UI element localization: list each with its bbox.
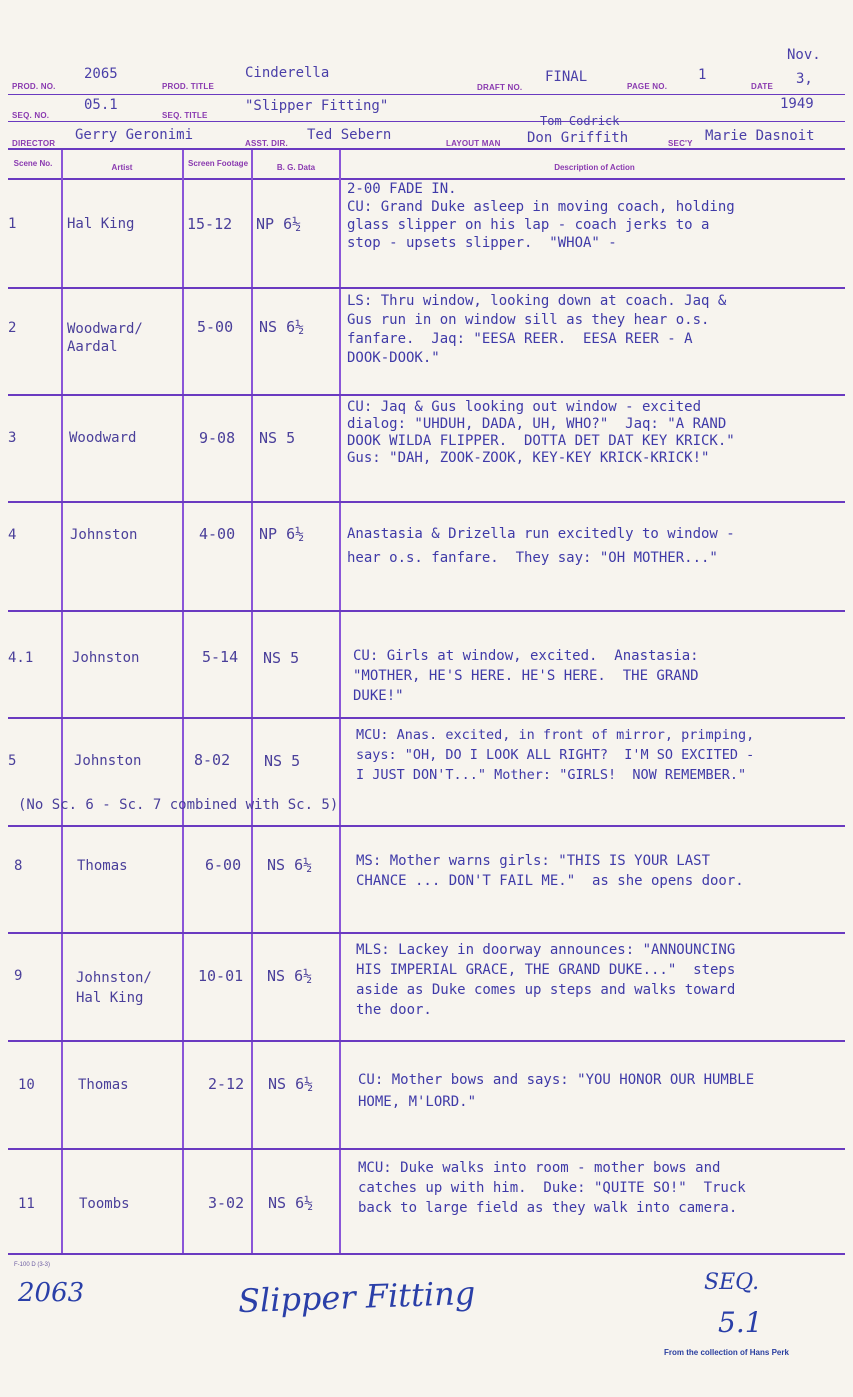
artist-name: Thomas — [78, 1077, 129, 1093]
action-description: CU: Girls at window, excited. Anastasia: "MOTHER, HE'S HERE. HE'S HERE. THE GRAND DUKE!" — [353, 648, 699, 704]
scene-number: 3 — [8, 430, 17, 446]
layout-man-value: Don Griffith — [527, 130, 629, 146]
date-year: 1949 — [780, 96, 814, 112]
date-day: 3, — [796, 71, 813, 87]
director-value: Gerry Geronimi — [75, 127, 194, 143]
asst-dir-label: ASST. DIR. — [245, 139, 288, 148]
date-label: DATE — [751, 82, 773, 91]
collection-credit: From the collection of Hans Perk — [664, 1348, 789, 1357]
bg-data: NP 6½ — [256, 215, 302, 233]
action-description: MLS: Lackey in doorway announces: "ANNOUNCING HIS IMPERIAL GRACE, THE GRAND DUKE..." steps aside as Duke comes up steps and walks toward the door. — [356, 942, 736, 1018]
action-description: CU: Mother bows and says: "YOU HONOR OUR HUMBLE HOME, M'LORD." — [358, 1072, 755, 1110]
row-separator — [8, 932, 845, 934]
date-month: Nov. — [787, 47, 821, 63]
bg-data: NS 5 — [263, 649, 300, 667]
bg-data: NS 6½ — [267, 967, 313, 985]
header-rule-2 — [8, 121, 845, 122]
screen-footage: 9-08 — [199, 429, 236, 447]
column-divider-2 — [182, 150, 184, 1255]
artist-name: Woodward/ Aardal — [67, 321, 143, 355]
form-number: F-100 D (3-3) — [14, 1262, 51, 1268]
row-separator — [8, 1040, 845, 1042]
screen-footage: 3-02 — [208, 1194, 245, 1212]
col-footage-header: Screen Footage — [188, 159, 249, 168]
action-description: MS: Mother warns girls: "THIS IS YOUR LAST CHANCE ... DON'T FAIL ME." as she opens door. — [356, 853, 744, 889]
bg-data: NS 5 — [259, 429, 296, 447]
action-description: Anastasia & Drizella run excitedly to window - hear o.s. fanfare. They say: "OH MOTHER..." — [347, 526, 735, 566]
scene-number: 9 — [14, 968, 23, 984]
row-separator — [8, 610, 845, 612]
column-divider-1 — [61, 150, 63, 1255]
scene-number: 5 — [8, 753, 17, 769]
artist-name: Hal King — [67, 216, 135, 232]
screen-footage: 5-00 — [197, 318, 234, 336]
prod-no-value: 2065 — [84, 66, 118, 82]
bg-data: NS 6½ — [268, 1194, 314, 1212]
secy-label: SEC'Y — [668, 139, 693, 148]
col-scene-header: Scene No. — [13, 159, 53, 168]
row-separator — [8, 825, 845, 827]
screen-footage: 4-00 — [199, 525, 236, 543]
artist-name: Thomas — [77, 858, 128, 874]
action-description: MCU: Anas. excited, in front of mirror, primping, says: "OH, DO I LOOK ALL RIGHT? I'M SO EXCITED - I JUST DON'T..." Mother: "GIRLS! NOW REMEMBER." — [356, 727, 755, 783]
handwritten-seq-label: SEQ. — [704, 1270, 760, 1295]
screen-footage: 10-01 — [198, 967, 244, 985]
row-separator — [8, 1148, 845, 1150]
col-description-header: Description of Action — [554, 163, 635, 172]
artist-name: Johnston — [70, 527, 138, 543]
scene-number: 1 — [8, 216, 17, 232]
secy-value: Marie Dasnoit — [705, 128, 815, 144]
bg-data: NP 6½ — [259, 525, 305, 543]
seq-title-value: "Slipper Fitting" — [245, 98, 389, 114]
scene-number: 10 — [18, 1077, 35, 1093]
artist-name: Johnston/ Hal King — [76, 970, 152, 1006]
artist-name: Johnston — [72, 650, 140, 666]
screen-footage: 5-14 — [202, 648, 239, 666]
combined-scenes-note: (No Sc. 6 - Sc. 7 combined with Sc. 5) — [18, 797, 339, 813]
scene-number: 2 — [8, 320, 17, 336]
row-separator — [8, 287, 845, 289]
header-rule-1 — [8, 94, 845, 95]
handwritten-sequence-title: Slipper Fitting — [237, 1273, 476, 1321]
action-description: 2-00 FADE IN. CU: Grand Duke asleep in moving coach, holding glass slipper on his lap - coach jerks to a stop - upsets slipper. "WHOA" - — [347, 181, 735, 251]
scene-number: 11 — [18, 1196, 35, 1212]
row-separator — [8, 394, 845, 396]
page-no-value: 1 — [698, 67, 707, 83]
artist-name: Johnston — [74, 753, 142, 769]
asst-dir-value: Ted Sebern — [307, 127, 392, 143]
screen-footage: 8-02 — [194, 751, 231, 769]
bg-data: NS 6½ — [268, 1075, 314, 1093]
bg-data: NS 5 — [264, 752, 301, 770]
row-separator — [8, 717, 845, 719]
director-label: DIRECTOR — [12, 139, 56, 148]
prod-title-value: Cinderella — [245, 65, 330, 81]
header-rule-3 — [8, 148, 845, 150]
seq-no-label: SEQ. NO. — [12, 111, 50, 120]
layout-man-top-value: Tom Codrick — [540, 114, 620, 128]
screen-footage: 2-12 — [208, 1075, 245, 1093]
prod-no-label: PROD. NO. — [12, 82, 56, 91]
bg-data: NS 6½ — [267, 856, 313, 874]
scene-number: 4.1 — [8, 650, 34, 666]
artist-name: Toombs — [79, 1196, 130, 1212]
seq-no-value: 05.1 — [84, 97, 118, 113]
scene-number: 4 — [8, 527, 17, 543]
handwritten-seq-number: 5.1 — [718, 1306, 763, 1339]
column-divider-4 — [339, 150, 341, 1255]
action-description: LS: Thru window, looking down at coach. Jaq & Gus run in on window sill as they hear o.s. fanfare. Jaq: "EESA REER. EESA REER - A DOOK-DOOK." — [347, 293, 727, 366]
page-no-label: PAGE NO. — [627, 82, 668, 91]
seq-title-label: SEQ. TITLE — [162, 111, 208, 120]
action-description: MCU: Duke walks into room - mother bows and catches up with him. Duke: "QUITE SO!" Truck back to large field as they walk into camera. — [358, 1160, 746, 1216]
action-description: CU: Jaq & Gus looking out window - excited dialog: "UHDUH, DADA, UH, WHO?" Jaq: "A RAND DOOK WILDA FLIPPER. DOTTA DET DAT KEY KRICK." Gus: "DAH, ZOOK-ZOOK, KEY-KEY KRICK-KRICK!" — [347, 399, 735, 466]
col-bg-header: B. G. Data — [276, 163, 316, 172]
draft-no-label: DRAFT NO. — [477, 83, 523, 92]
artist-name: Woodward — [69, 430, 137, 446]
layout-man-label: LAYOUT MAN — [446, 139, 501, 148]
screen-footage: 6-00 — [205, 856, 242, 874]
column-divider-3 — [251, 150, 253, 1255]
handwritten-production-number: 2063 — [18, 1278, 85, 1308]
row-separator — [8, 501, 845, 503]
col-artist-header: Artist — [111, 163, 133, 172]
table-bottom-rule — [8, 1253, 845, 1255]
scene-number: 8 — [14, 858, 23, 874]
draft-no-value: FINAL — [545, 69, 588, 85]
prod-title-label: PROD. TITLE — [162, 82, 214, 91]
bg-data: NS 6½ — [259, 318, 305, 336]
screen-footage: 15-12 — [187, 215, 233, 233]
